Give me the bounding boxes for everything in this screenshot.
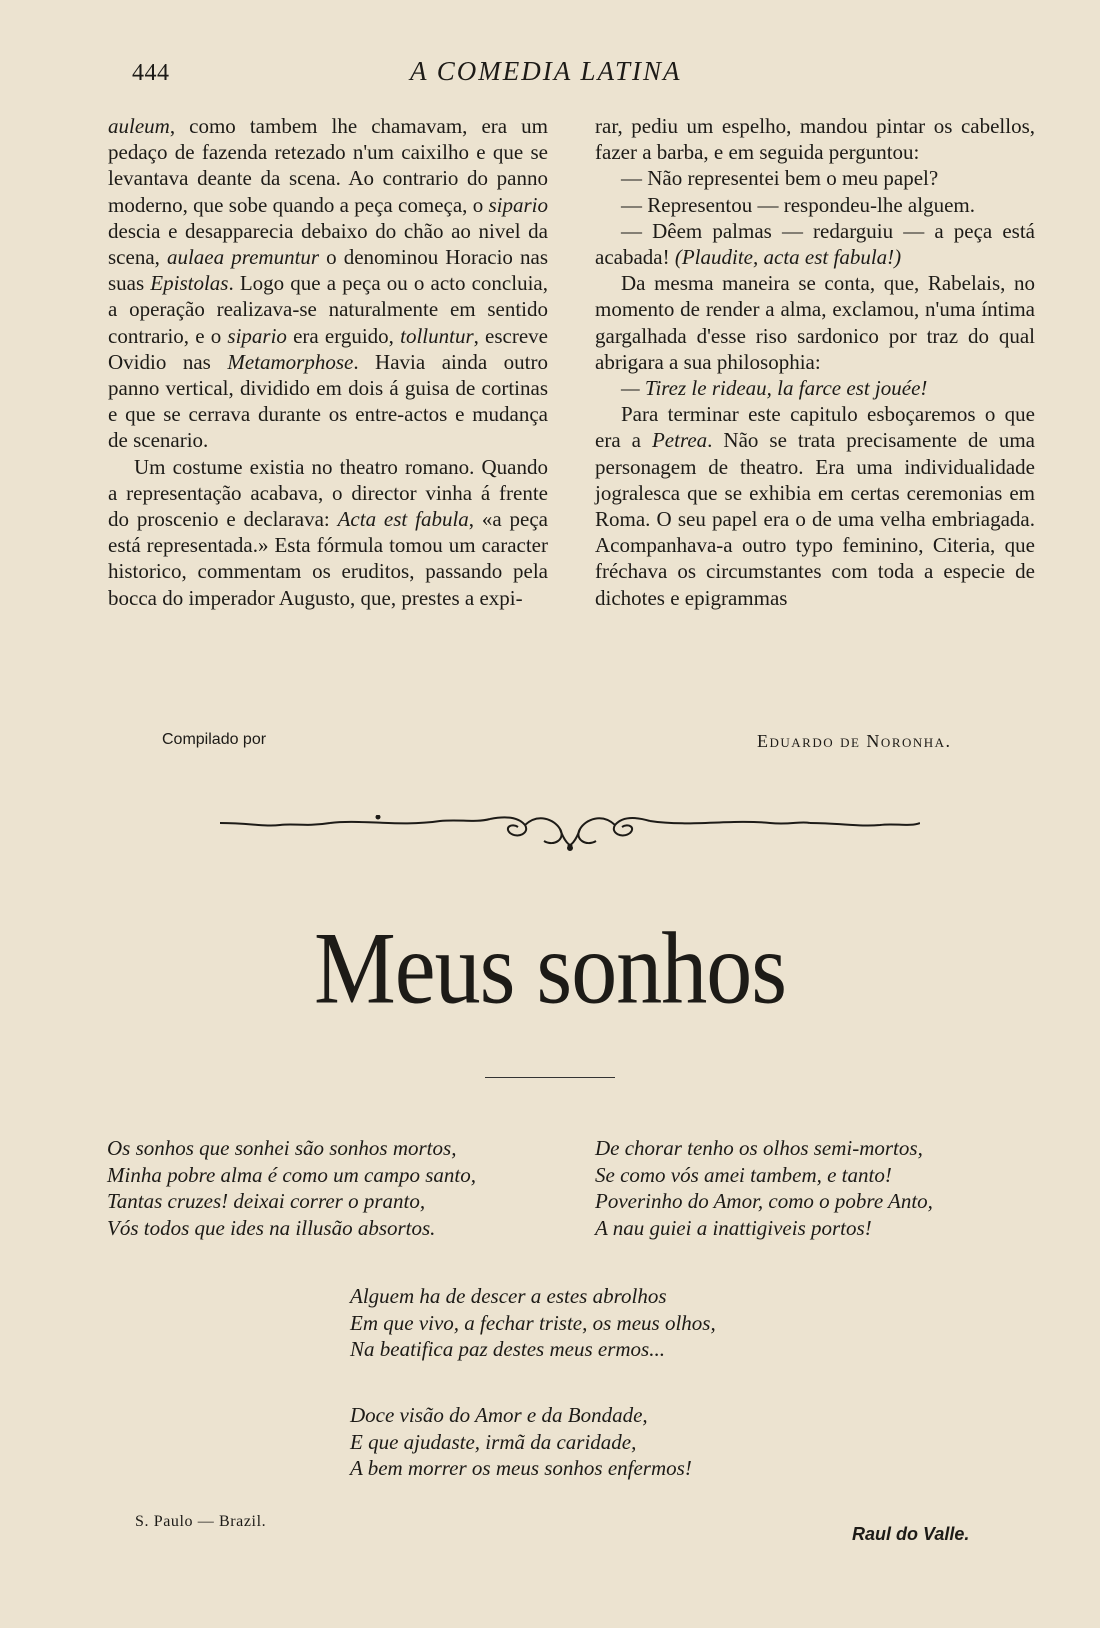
- scroll-ornament-icon: [220, 815, 920, 865]
- compiled-by-label: Compilado por: [162, 731, 267, 748]
- text-run: . Não se trata precisamente de uma personagem de theatro. Era uma individualidade jogralesca que se exhibia em certas ceremonias em Roma. O seu papel era o de uma velha embriagada. Acompanhava-a outro typo feminino, Citeria, que fréchava os circumstantes com toda a especie de dichotes e epigrammas: [595, 428, 1035, 610]
- verse-line: Alguem ha de descer a estes abrolhos: [350, 1284, 667, 1308]
- italic-run: Metamorphose: [227, 349, 354, 374]
- title-rule: [485, 1077, 615, 1078]
- place-line: S. Paulo — Brazil.: [135, 1513, 267, 1530]
- right-paragraph-3: [595, 401, 1035, 611]
- verse-line: Na beatifica paz destes meus ermos...: [350, 1337, 665, 1361]
- page-number: 444: [132, 60, 170, 86]
- left-paragraph-2: [108, 454, 548, 611]
- italic-run: sipario: [227, 323, 287, 348]
- poem-author: Raul do Valle.: [852, 1524, 970, 1544]
- verse-line: Se como vós amei tambem, e tanto!: [595, 1162, 892, 1187]
- verse-line: Doce visão do Amor e da Bondade,: [350, 1403, 648, 1427]
- dialogue-line-3: [595, 218, 1035, 270]
- dialogue-line-1: — Não representei bem o meu papel?: [621, 166, 939, 191]
- stanza-2: [595, 1135, 933, 1241]
- text-run: era erguido,: [286, 323, 401, 348]
- verse-line: Poverinho do Amor, como o pobre Anto,: [595, 1189, 933, 1213]
- italic-run: auleum: [108, 114, 170, 138]
- verse-line: A bem morrer os meus sonhos enfermos!: [350, 1456, 692, 1480]
- text-run: descia e desapparecia debaixo do chão ao nivel da scena,: [108, 218, 548, 270]
- text-run: Um costume existia no theatro romano. Quando a representação acabava, o director vinha á frente do proscenio e declarava:: [108, 454, 548, 532]
- italic-run: Acta est fabula: [337, 507, 469, 532]
- verse-line: Minha pobre alma é como um campo santo,: [107, 1162, 477, 1187]
- left-column: [108, 113, 548, 611]
- verse-line: Vós todos que ides na illusão absortos.: [107, 1215, 436, 1240]
- italic-run: Petrea: [651, 428, 708, 453]
- article-author: Eduardo de Noronha.: [757, 731, 952, 751]
- text-run: Para terminar este capitulo esboçaremos o que era a: [595, 402, 1035, 453]
- italic-run: sipario: [488, 192, 548, 217]
- italic-run: (Plaudite, acta est fabula!): [674, 245, 902, 270]
- verse-line: De chorar tenho os olhos semi-mortos,: [595, 1136, 923, 1160]
- verse-line: Os sonhos que sonhei são sonhos mortos,: [107, 1136, 457, 1160]
- verse-line: Tantas cruzes! deixai correr o pranto,: [107, 1189, 426, 1213]
- stanza-4: [350, 1402, 692, 1482]
- right-paragraph-1: rar, pediu um espelho, mandou pintar os cabellos, fazer a barba, e em seguida perguntou:: [595, 114, 1035, 165]
- right-column: [595, 113, 1035, 611]
- text-run: — Dêem palmas — redarguiu — a peça está acabada!: [595, 218, 1035, 270]
- verse-line: E que ajudaste, irmã da caridade,: [350, 1429, 637, 1454]
- text-run: . Havia ainda outro panno vertical, dividido em dois á guisa de cortinas e que se cerrava durante os entre-actos e mudança de scenario.: [108, 349, 548, 453]
- italic-run: Epistolas: [150, 271, 229, 296]
- text-run: , «a peça está representada.» Esta fórmula tomou um caracter historico, commentam os eruditos, passando pela bocca do imperador Augusto, que, prestes a expi-: [108, 507, 548, 610]
- stanza-3: [350, 1283, 716, 1363]
- text-run: . Logo que a peça ou o acto concluia, a operação realizava-se naturalmente em sentido contrario, e o: [108, 271, 548, 348]
- stanza-1: [107, 1135, 476, 1241]
- left-paragraph-1: [108, 113, 548, 454]
- italic-run: tolluntur: [400, 323, 474, 348]
- text-run: , como tambem lhe chamavam, era um pedaço de fazenda retezado n'um caixilho e que se levantava deante da scena. Ao contrario do panno moderno, que sobe quando a peça começa, o: [108, 114, 548, 217]
- decorative-ornament: [220, 815, 920, 865]
- running-title: A COMEDIA LATINA: [410, 56, 682, 86]
- text-run: , escreve Ovidio nas: [108, 323, 549, 374]
- poem-title: Meus sonhos: [313, 910, 787, 1026]
- right-paragraph-2: Da mesma maneira se conta, que, Rabelais, no momento de render a alma, exclamou, n'uma íntima gargalhada d'esse riso sardonico por traz do qual abrigara a sua philosophia:: [595, 271, 1035, 374]
- italic-run: aulaea premuntur: [166, 245, 320, 270]
- verse-line: Em que vivo, a fechar triste, os meus olhos,: [350, 1310, 716, 1335]
- dialogue-line-2: — Representou — respondeu-lhe alguem.: [621, 192, 975, 217]
- rabelais-quote: — Tirez le rideau, la farce est jouée!: [621, 376, 928, 401]
- text-run: o denominou Horacio nas suas: [108, 245, 549, 296]
- verse-line: A nau guiei a inattigiveis portos!: [595, 1215, 872, 1240]
